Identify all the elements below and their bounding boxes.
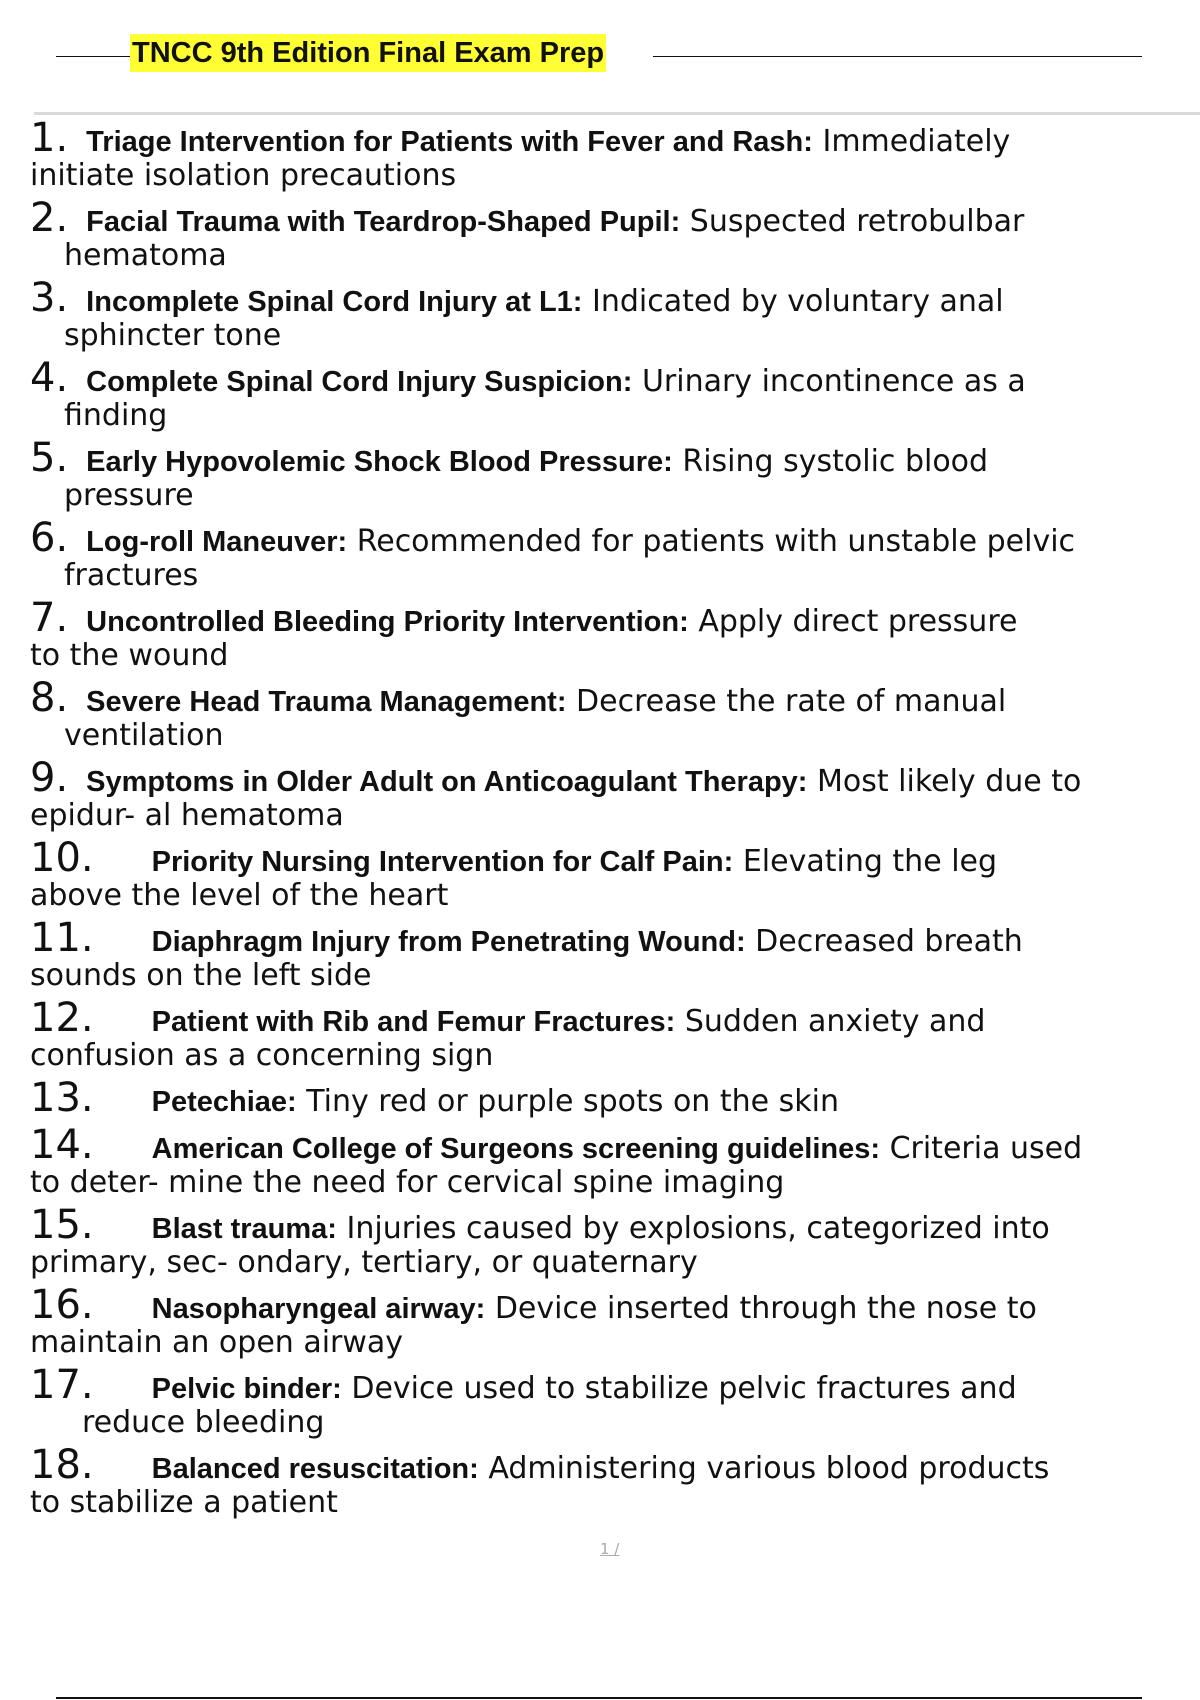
- item-term: Petechiae:: [151, 1086, 297, 1118]
- item-description: Decreased breath: [755, 924, 1023, 959]
- list-item: [30, 675, 1190, 753]
- item-description: Administering various blood products: [488, 1451, 1050, 1486]
- list-item: [30, 1282, 1190, 1360]
- list-item: [30, 915, 1190, 993]
- item-number: 15.: [30, 1202, 94, 1248]
- list-item: [30, 1362, 1190, 1440]
- item-description-cont: pressure: [64, 478, 194, 513]
- item-term: Diaphragm Injury from Penetrating Wound:: [151, 926, 746, 958]
- item-term: Patient with Rib and Femur Fractures:: [151, 1006, 676, 1038]
- item-description: Most likely due to: [817, 764, 1082, 799]
- document-title: TNCC 9th Edition Final Exam Prep: [130, 34, 606, 72]
- item-description-cont: sounds on the left side: [30, 958, 372, 993]
- item-description-cont: confusion as a concerning sign: [30, 1038, 494, 1073]
- item-term: Early Hypovolemic Shock Blood Pressure:: [86, 446, 673, 478]
- item-term: Incomplete Spinal Cord Injury at L1:: [86, 286, 583, 318]
- item-description-cont: ventilation: [64, 718, 224, 753]
- item-description-cont: to the wound: [30, 638, 229, 673]
- list-item: [30, 275, 1190, 353]
- item-number: 10.: [30, 835, 94, 881]
- item-term: American College of Surgeons screening guidelines:: [151, 1133, 881, 1165]
- item-description: Decrease the rate of manual: [576, 684, 1007, 719]
- item-number: 13.: [30, 1075, 94, 1121]
- list-item: [30, 355, 1190, 433]
- item-description-cont: finding: [64, 398, 168, 433]
- item-description: Device inserted through the nose to: [494, 1291, 1037, 1326]
- item-term: Severe Head Trauma Management:: [86, 686, 567, 718]
- item-term: Nasopharyngeal airway:: [151, 1293, 486, 1325]
- item-description-cont: epidur- al hematoma: [30, 798, 344, 833]
- item-description-cont: primary, sec- ondary, tertiary, or quaternary: [30, 1245, 698, 1280]
- item-description-cont: sphincter tone: [64, 318, 282, 353]
- page-number: 1 /: [600, 1540, 620, 1558]
- item-description-cont: to deter- mine the need for cervical spine imaging: [30, 1165, 785, 1200]
- item-description-cont: fractures: [64, 558, 199, 593]
- item-term: Priority Nursing Intervention for Calf Pain:: [151, 846, 734, 878]
- list-item: [30, 115, 1190, 193]
- item-description: Criteria used: [889, 1131, 1083, 1166]
- item-number: 4.: [30, 355, 69, 401]
- list-item: [30, 195, 1190, 273]
- item-number: 17.: [30, 1362, 94, 1408]
- item-description: Device used to stabilize pelvic fractures and: [351, 1371, 1017, 1406]
- item-description: Rising systolic blood: [682, 444, 989, 479]
- item-description: Urinary incontinence as a: [641, 364, 1026, 399]
- item-description-cont: hematoma: [64, 238, 227, 273]
- item-description-cont: reduce bleeding: [82, 1405, 325, 1440]
- item-number: 16.: [30, 1282, 94, 1328]
- list-item: [30, 835, 1190, 913]
- item-term: Blast trauma:: [151, 1213, 337, 1245]
- item-number: 18.: [30, 1442, 94, 1488]
- item-term: Uncontrolled Bleeding Priority Intervention:: [86, 606, 689, 638]
- item-description: Recommended for patients with unstable pelvic: [356, 524, 1076, 559]
- item-description: Tiny red or purple spots on the skin: [306, 1084, 839, 1119]
- item-number: 5.: [30, 435, 69, 481]
- header: [56, 30, 1142, 74]
- item-description-cont: above the level of the heart: [30, 878, 449, 913]
- item-term: Balanced resuscitation:: [151, 1453, 479, 1485]
- item-description: Apply direct pressure: [698, 604, 1018, 639]
- item-number: 7.: [30, 595, 69, 641]
- item-term: Symptoms in Older Adult on Anticoagulant Therapy:: [86, 766, 808, 798]
- list-item: [30, 1075, 1190, 1121]
- list-item: [30, 595, 1190, 673]
- item-description-cont: maintain an open airway: [30, 1325, 404, 1360]
- list-item: [30, 515, 1190, 593]
- list-item: [30, 1122, 1190, 1200]
- item-number: 9.: [30, 755, 69, 801]
- footer-rule: [56, 1697, 1142, 1699]
- item-term: Facial Trauma with Teardrop-Shaped Pupil:: [86, 206, 681, 238]
- list-item: [30, 1442, 1190, 1520]
- item-term: Complete Spinal Cord Injury Suspicion:: [86, 366, 633, 398]
- term-list: [30, 115, 1190, 1525]
- item-number: 2.: [30, 195, 69, 241]
- item-number: 6.: [30, 515, 69, 561]
- item-number: 8.: [30, 675, 69, 721]
- list-item: [30, 435, 1190, 513]
- item-description-cont: initiate isolation precautions: [30, 158, 457, 193]
- header-rule-right: [653, 56, 1142, 57]
- item-term: Log-roll Maneuver:: [86, 526, 348, 558]
- item-description: Immediately: [822, 124, 1011, 159]
- list-item: [30, 1202, 1190, 1280]
- item-term: Pelvic binder:: [151, 1373, 342, 1405]
- item-description: Injuries caused by explosions, categorized into: [346, 1211, 1050, 1246]
- header-rule-left: [56, 56, 132, 57]
- list-item: [30, 995, 1190, 1073]
- item-description: Sudden anxiety and: [684, 1004, 986, 1039]
- item-term: Triage Intervention for Patients with Fever and Rash:: [86, 126, 813, 158]
- item-description: Indicated by voluntary anal: [592, 284, 1004, 319]
- item-description: Suspected retrobulbar: [689, 204, 1025, 239]
- item-number: 1.: [30, 115, 69, 161]
- item-number: 14.: [30, 1122, 94, 1168]
- item-number: 3.: [30, 275, 69, 321]
- item-description: Elevating the leg: [742, 844, 998, 879]
- item-description-cont: to stabilize a patient: [30, 1485, 338, 1520]
- list-item: [30, 755, 1190, 833]
- item-number: 12.: [30, 995, 94, 1041]
- item-number: 11.: [30, 915, 94, 961]
- header-divider: [34, 112, 1200, 115]
